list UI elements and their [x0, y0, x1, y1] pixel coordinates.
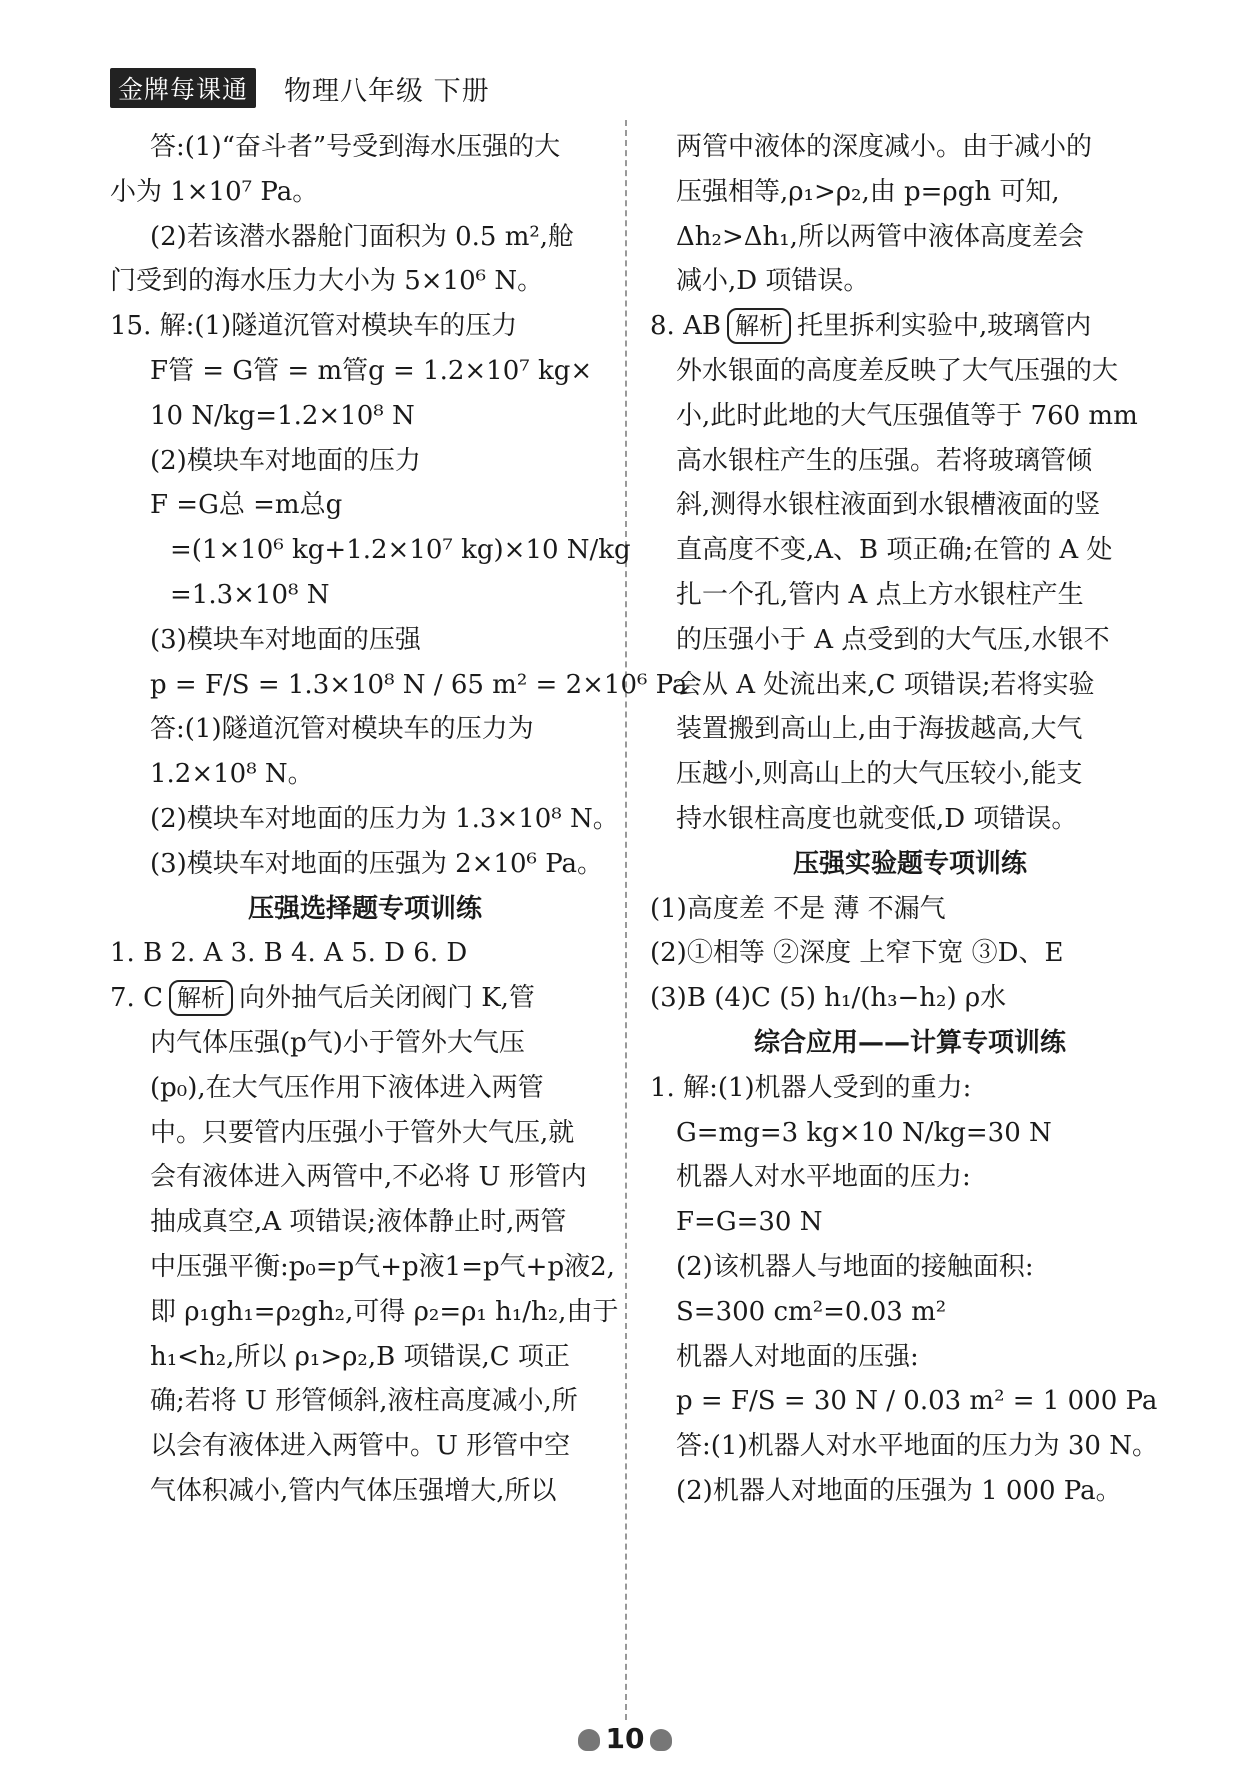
text-line: 以会有液体进入两管中。U 形管中空 — [150, 1431, 571, 1462]
answer-line: (1)高度差 不是 薄 不漏气 — [650, 893, 946, 924]
answer-line: 1. B 2. A 3. B 4. A 5. D 6. D — [110, 938, 468, 969]
text-line: 10 N/kg=1.2×10⁸ N — [150, 400, 415, 431]
right-column — [650, 125, 1170, 1514]
leaf-icon — [578, 1729, 600, 1751]
text-line — [650, 304, 1170, 349]
text-line — [110, 976, 620, 1021]
text-line: (2)该机器人与地面的接触面积: — [676, 1251, 1034, 1282]
section-title: 综合应用——计算专项训练 — [753, 1027, 1066, 1058]
text-line: 即 ρ₁gh₁=ρ₂gh₂,可得 ρ₂=ρ₁ h₁/h₂,由于 — [150, 1296, 619, 1327]
text-line: 内气体压强(p气)小于管外大气压 — [150, 1027, 525, 1058]
text-line: 的压强小于 A 点受到的大气压,水银不 — [676, 624, 1110, 655]
formula-line: p = F/S = 1.3×10⁸ N / 65 m² = 2×10⁶ Pa — [150, 669, 688, 700]
text-line: 持水银柱高度也就变低,D 项错误。 — [676, 803, 1078, 834]
text-line: 门受到的海水压力大小为 5×10⁶ N。 — [110, 266, 544, 297]
text-line: (3)模块车对地面的压强为 2×10⁶ Pa。 — [150, 848, 604, 879]
text-line: 斜,测得水银柱液面到水银槽液面的竖 — [676, 490, 1101, 521]
text-line: 中压强平衡:p₀=p气+p液1=p气+p液2, — [150, 1251, 615, 1282]
text-line: 扎一个孔,管内 A 点上方水银柱产生 — [676, 579, 1084, 610]
text-line: 气体积减小,管内气体压强增大,所以 — [150, 1475, 557, 1506]
text-line: 机器人对地面的压强: — [676, 1341, 919, 1372]
text-line: 两管中液体的深度减小。由于减小的 — [676, 132, 1093, 162]
text-line: 1. 解:(1)机器人受到的重力: — [650, 1072, 972, 1103]
text-line: 小,此时此地的大气压强值等于 760 mm — [676, 400, 1138, 431]
text-line: 减小,D 项错误。 — [676, 266, 870, 297]
text-line: 1.2×10⁸ N。 — [150, 759, 314, 790]
text-line: 抽成真空,A 项错误;液体静止时,两管 — [150, 1207, 567, 1238]
text-line: 会从 A 处流出来,C 项错误;若将实验 — [676, 669, 1095, 700]
text-line: 直高度不变,A、B 项正确;在管的 A 处 — [676, 535, 1113, 566]
text-line: 装置搬到高山上,由于海拔越高,大气 — [676, 714, 1083, 745]
analysis-text: 向外抽气后关闭阀门 K,管 — [238, 983, 535, 1014]
brand-label: 金牌每课通 — [110, 68, 256, 108]
text-line: =(1×10⁶ kg+1.2×10⁷ kg)×10 N/kg — [170, 535, 631, 566]
section-title: 压强实验题专项训练 — [792, 848, 1027, 879]
text-line: h₁<h₂,所以 ρ₁>ρ₂,B 项错误,C 项正 — [150, 1341, 570, 1372]
text-line: (p₀),在大气压作用下液体进入两管 — [150, 1072, 544, 1103]
question-number: 8. AB — [650, 311, 721, 342]
text-line: =1.3×10⁸ N — [170, 579, 330, 610]
section-title: 压强选择题专项训练 — [247, 893, 482, 924]
text-line: 压强相等,ρ₁>ρ₂,由 p=ρgh 可知, — [676, 176, 1060, 207]
text-line: 确;若将 U 形管倾斜,液柱高度减小,所 — [150, 1386, 578, 1417]
text-line: 15. 解:(1)隧道沉管对模块车的压力 — [110, 311, 518, 342]
text-line: 会有液体进入两管中,不必将 U 形管内 — [150, 1162, 587, 1193]
column-divider — [625, 120, 627, 1720]
answer-line: (3)B (4)C (5) h₁/(h₃−h₂) ρ水 — [650, 983, 1007, 1014]
text-line: S=300 cm²=0.03 m² — [676, 1296, 947, 1327]
question-number: 7. C — [110, 983, 163, 1014]
text-line: 答:(1)隧道沉管对模块车的压力为 — [150, 714, 534, 745]
answer-line: (2)①相等 ②深度 上窄下宽 ③D、E — [650, 938, 1064, 969]
text-line: (2)模块车对地面的压力 — [150, 445, 421, 476]
text-line: F管 = G管 = m管g = 1.2×10⁷ kg× — [150, 355, 593, 386]
text-line: (3)模块车对地面的压强 — [150, 624, 421, 655]
text-line: 答:(1)机器人对水平地面的压力为 30 N。 — [676, 1431, 1158, 1462]
text-line: G=mg=3 kg×10 N/kg=30 N — [676, 1117, 1052, 1148]
page-number: 10 — [605, 1722, 645, 1755]
page-footer — [0, 1722, 1250, 1755]
text-line: (2)若该潜水器舱门面积为 0.5 m²,舱 — [150, 221, 575, 252]
text-line: 答:(1)“奋斗者”号受到海水压强的大 — [150, 132, 561, 162]
text-line: F=G=30 N — [676, 1207, 823, 1238]
text-line: 压越小,则高山上的大气压较小,能支 — [676, 759, 1083, 790]
text-line: F =G总 =m总g — [150, 490, 343, 521]
text-line: (2)模块车对地面的压力为 1.3×10⁸ N。 — [150, 803, 619, 834]
leaf-icon — [650, 1729, 672, 1751]
analysis-tag: 解析 — [727, 308, 791, 344]
page-header — [110, 68, 490, 108]
analysis-text: 托里拆利实验中,玻璃管内 — [796, 311, 1092, 342]
text-line: 机器人对水平地面的压力: — [676, 1162, 971, 1193]
text-line: 中。只要管内压强小于管外大气压,就 — [150, 1117, 575, 1148]
text-line: Δh₂>Δh₁,所以两管中液体高度差会 — [676, 221, 1084, 252]
formula-line: p = F/S = 30 N / 0.03 m² = 1 000 Pa — [676, 1386, 1158, 1417]
text-line: (2)机器人对地面的压强为 1 000 Pa。 — [676, 1475, 1122, 1506]
text-line: 外水银面的高度差反映了大气压强的大 — [676, 355, 1119, 386]
analysis-tag: 解析 — [169, 980, 233, 1016]
book-title: 物理八年级 下册 — [284, 75, 490, 107]
text-line: 高水银柱产生的压强。若将玻璃管倾 — [676, 445, 1093, 476]
text-line: 小为 1×10⁷ Pa。 — [110, 176, 319, 207]
